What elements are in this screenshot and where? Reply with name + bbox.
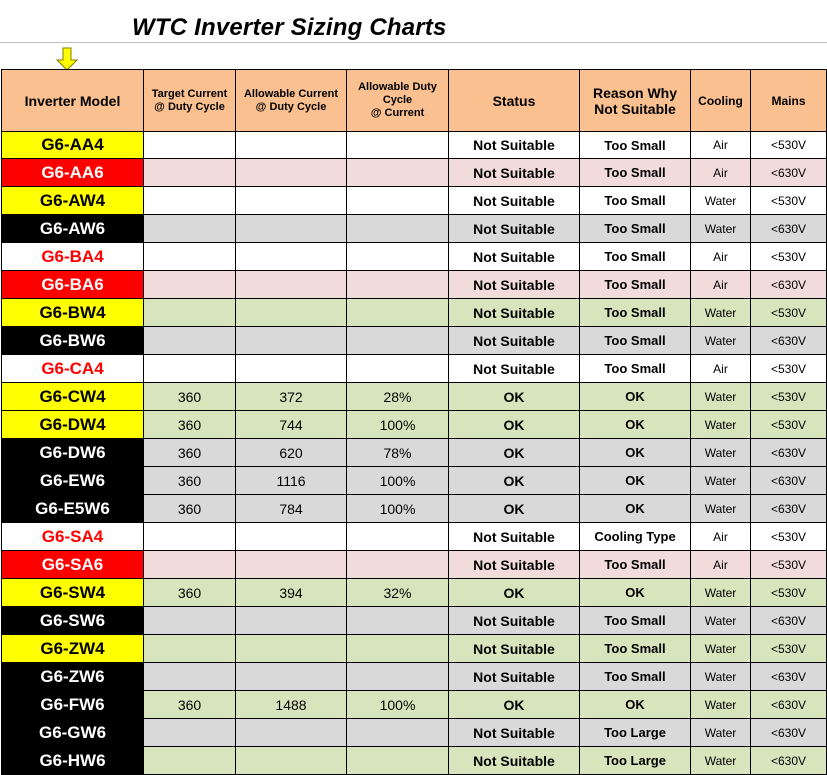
reason-cell: Too Small [580, 551, 691, 579]
target-current-cell [144, 607, 236, 635]
allowable-current-cell: 394 [236, 579, 347, 607]
duty-cycle-cell [347, 159, 449, 187]
mains-cell: <630V [751, 719, 827, 747]
cooling-cell: Water [691, 439, 751, 467]
reason-cell: Too Small [580, 243, 691, 271]
reason-cell: Too Small [580, 215, 691, 243]
cooling-cell: Air [691, 355, 751, 383]
status-cell: Not Suitable [449, 159, 580, 187]
allowable-current-cell [236, 271, 347, 299]
mains-cell: <630V [751, 607, 827, 635]
target-current-cell [144, 215, 236, 243]
target-current-cell [144, 132, 236, 159]
inverter-model-cell: G6-SW4 [2, 579, 144, 607]
target-current-cell: 360 [144, 467, 236, 495]
inverter-model-cell: G6-BW4 [2, 299, 144, 327]
allowable-current-cell [236, 187, 347, 215]
cooling-cell: Water [691, 663, 751, 691]
reason-cell: OK [580, 439, 691, 467]
allowable-current-cell [236, 523, 347, 551]
target-current-cell: 360 [144, 411, 236, 439]
duty-cycle-cell: 78% [347, 439, 449, 467]
allowable-current-cell [236, 355, 347, 383]
status-cell: Not Suitable [449, 607, 580, 635]
target-current-cell: 360 [144, 495, 236, 523]
cooling-cell: Air [691, 159, 751, 187]
allowable-current-cell [236, 299, 347, 327]
table-row [2, 327, 827, 355]
mains-cell: <530V [751, 187, 827, 215]
target-current-cell [144, 243, 236, 271]
cooling-cell: Water [691, 383, 751, 411]
allowable-current-cell [236, 607, 347, 635]
cooling-cell: Water [691, 187, 751, 215]
table-row [2, 551, 827, 579]
mains-cell: <630V [751, 663, 827, 691]
inverter-model-cell: G6-HW6 [2, 747, 144, 775]
mains-cell: <530V [751, 355, 827, 383]
target-current-cell [144, 747, 236, 775]
cooling-cell: Water [691, 327, 751, 355]
mains-cell: <530V [751, 243, 827, 271]
header-reason: Reason Why Not Suitable [580, 70, 691, 132]
mains-cell: <530V [751, 579, 827, 607]
reason-cell: OK [580, 383, 691, 411]
allowable-current-cell [236, 635, 347, 663]
duty-cycle-cell [347, 355, 449, 383]
duty-cycle-cell [347, 327, 449, 355]
inverter-model-cell: G6-CA4 [2, 355, 144, 383]
reason-cell: Too Small [580, 271, 691, 299]
status-cell: OK [449, 691, 580, 719]
status-cell: OK [449, 579, 580, 607]
target-current-cell [144, 187, 236, 215]
table-row [2, 132, 827, 159]
cooling-cell: Water [691, 467, 751, 495]
cooling-cell: Water [691, 215, 751, 243]
reason-cell: OK [580, 467, 691, 495]
mains-cell: <530V [751, 523, 827, 551]
cooling-cell: Water [691, 691, 751, 719]
inverter-model-cell: G6-ZW4 [2, 635, 144, 663]
mains-cell: <630V [751, 327, 827, 355]
inverter-model-cell: G6-AA6 [2, 159, 144, 187]
duty-cycle-cell: 100% [347, 411, 449, 439]
inverter-model-cell: G6-ZW6 [2, 663, 144, 691]
duty-cycle-cell [347, 132, 449, 159]
duty-cycle-cell [347, 607, 449, 635]
mains-cell: <530V [751, 383, 827, 411]
status-cell: Not Suitable [449, 523, 580, 551]
reason-cell: Too Small [580, 299, 691, 327]
inverter-model-cell: G6-SW6 [2, 607, 144, 635]
mains-cell: <530V [751, 299, 827, 327]
duty-cycle-cell: 32% [347, 579, 449, 607]
mains-cell: <630V [751, 747, 827, 775]
table-row [2, 187, 827, 215]
target-current-cell: 360 [144, 383, 236, 411]
reason-cell: Too Small [580, 663, 691, 691]
mains-cell: <630V [751, 495, 827, 523]
reason-cell: Too Small [580, 159, 691, 187]
allowable-current-cell: 372 [236, 383, 347, 411]
mains-cell: <630V [751, 467, 827, 495]
duty-cycle-cell [347, 551, 449, 579]
cooling-cell: Water [691, 299, 751, 327]
mains-cell: <530V [751, 411, 827, 439]
cooling-cell: Air [691, 243, 751, 271]
allowable-current-cell [236, 215, 347, 243]
status-cell: Not Suitable [449, 327, 580, 355]
status-cell: OK [449, 495, 580, 523]
allowable-current-cell: 784 [236, 495, 347, 523]
table-row [2, 607, 827, 635]
inverter-model-cell: G6-CW4 [2, 383, 144, 411]
reason-cell: Too Small [580, 187, 691, 215]
target-current-cell [144, 663, 236, 691]
table-row [2, 299, 827, 327]
reason-cell: Too Large [580, 747, 691, 775]
allowable-current-cell [236, 663, 347, 691]
table-row [2, 635, 827, 663]
inverter-model-cell: G6-EW6 [2, 467, 144, 495]
status-cell: Not Suitable [449, 215, 580, 243]
reason-cell: OK [580, 691, 691, 719]
target-current-cell [144, 299, 236, 327]
cooling-cell: Water [691, 495, 751, 523]
inverter-model-cell: G6-AA4 [2, 132, 144, 159]
mains-cell: <630V [751, 271, 827, 299]
duty-cycle-cell: 100% [347, 495, 449, 523]
status-cell: Not Suitable [449, 187, 580, 215]
target-current-cell [144, 551, 236, 579]
duty-cycle-cell: 28% [347, 383, 449, 411]
allowable-current-cell [236, 719, 347, 747]
status-cell: OK [449, 383, 580, 411]
status-cell: OK [449, 439, 580, 467]
cooling-cell: Water [691, 635, 751, 663]
inverter-model-cell: G6-BA6 [2, 271, 144, 299]
inverter-model-cell: G6-AW6 [2, 215, 144, 243]
target-current-cell [144, 159, 236, 187]
inverter-model-cell: G6-AW4 [2, 187, 144, 215]
duty-cycle-cell [347, 719, 449, 747]
table-row [2, 747, 827, 775]
reason-cell: Too Small [580, 132, 691, 159]
duty-cycle-cell: 100% [347, 691, 449, 719]
target-current-cell [144, 523, 236, 551]
duty-cycle-cell: 100% [347, 467, 449, 495]
header-cooling: Cooling [691, 70, 751, 132]
target-current-cell [144, 355, 236, 383]
target-current-cell: 360 [144, 579, 236, 607]
table-row [2, 383, 827, 411]
duty-cycle-cell [347, 271, 449, 299]
mains-cell: <630V [751, 439, 827, 467]
status-cell: Not Suitable [449, 747, 580, 775]
duty-cycle-cell [347, 215, 449, 243]
status-cell: Not Suitable [449, 551, 580, 579]
cooling-cell: Air [691, 271, 751, 299]
status-cell: Not Suitable [449, 355, 580, 383]
inverter-model-cell: G6-BW6 [2, 327, 144, 355]
header-inverter-model: Inverter Model [2, 70, 144, 132]
cooling-cell: Water [691, 579, 751, 607]
status-cell: Not Suitable [449, 719, 580, 747]
cooling-cell: Water [691, 747, 751, 775]
cooling-cell: Water [691, 607, 751, 635]
target-current-cell [144, 719, 236, 747]
reason-cell: Too Small [580, 327, 691, 355]
duty-cycle-cell [347, 187, 449, 215]
reason-cell: Too Small [580, 635, 691, 663]
reason-cell: OK [580, 411, 691, 439]
header-mains: Mains [751, 70, 827, 132]
inverter-model-cell: G6-DW6 [2, 439, 144, 467]
cooling-cell: Water [691, 719, 751, 747]
status-cell: OK [449, 467, 580, 495]
inverter-model-cell: G6-GW6 [2, 719, 144, 747]
mains-cell: <530V [751, 132, 827, 159]
table-row [2, 467, 827, 495]
allowable-current-cell: 1488 [236, 691, 347, 719]
header-status: Status [449, 70, 580, 132]
allowable-current-cell: 1116 [236, 467, 347, 495]
reason-cell: Too Small [580, 607, 691, 635]
duty-cycle-cell [347, 243, 449, 271]
header-allowable-duty-cycle: Allowable Duty Cycle @ Current [347, 70, 449, 132]
duty-cycle-cell [347, 747, 449, 775]
table-row [2, 691, 827, 719]
table-row [2, 495, 827, 523]
allowable-current-cell: 744 [236, 411, 347, 439]
down-arrow-icon [56, 47, 78, 71]
duty-cycle-cell [347, 523, 449, 551]
target-current-cell [144, 327, 236, 355]
status-cell: Not Suitable [449, 243, 580, 271]
table-row [2, 719, 827, 747]
status-cell: Not Suitable [449, 663, 580, 691]
cooling-cell: Water [691, 411, 751, 439]
allowable-current-cell [236, 747, 347, 775]
duty-cycle-cell [347, 663, 449, 691]
target-current-cell [144, 271, 236, 299]
table-row [2, 439, 827, 467]
table-row [2, 215, 827, 243]
table-row [2, 159, 827, 187]
status-cell: Not Suitable [449, 271, 580, 299]
page-title: WTC Inverter Sizing Charts [132, 14, 447, 41]
cooling-cell: Air [691, 523, 751, 551]
allowable-current-cell [236, 327, 347, 355]
table-row [2, 663, 827, 691]
target-current-cell: 360 [144, 691, 236, 719]
allowable-current-cell [236, 132, 347, 159]
mains-cell: <630V [751, 691, 827, 719]
inverter-model-cell: G6-E5W6 [2, 495, 144, 523]
reason-cell: Too Small [580, 355, 691, 383]
cooling-cell: Air [691, 132, 751, 159]
table-row [2, 243, 827, 271]
title-divider [0, 42, 827, 43]
mains-cell: <530V [751, 551, 827, 579]
allowable-current-cell [236, 551, 347, 579]
table-row [2, 411, 827, 439]
header-allowable-current: Allowable Current @ Duty Cycle [236, 70, 347, 132]
mains-cell: <630V [751, 159, 827, 187]
duty-cycle-cell [347, 635, 449, 663]
allowable-current-cell [236, 243, 347, 271]
reason-cell: OK [580, 579, 691, 607]
inverter-model-cell: G6-FW6 [2, 691, 144, 719]
table-row [2, 523, 827, 551]
duty-cycle-cell [347, 299, 449, 327]
reason-cell: Too Large [580, 719, 691, 747]
status-cell: Not Suitable [449, 132, 580, 159]
status-cell: Not Suitable [449, 635, 580, 663]
header-target-current: Target Current @ Duty Cycle [144, 70, 236, 132]
allowable-current-cell [236, 159, 347, 187]
reason-cell: Cooling Type [580, 523, 691, 551]
inverter-model-cell: G6-DW4 [2, 411, 144, 439]
cooling-cell: Air [691, 551, 751, 579]
inverter-sizing-table [1, 69, 827, 775]
mains-cell: <530V [751, 635, 827, 663]
target-current-cell: 360 [144, 439, 236, 467]
table-row [2, 579, 827, 607]
status-cell: OK [449, 411, 580, 439]
table-header-row [2, 70, 827, 132]
inverter-model-cell: G6-SA4 [2, 523, 144, 551]
target-current-cell [144, 635, 236, 663]
mains-cell: <630V [751, 215, 827, 243]
allowable-current-cell: 620 [236, 439, 347, 467]
inverter-model-cell: G6-SA6 [2, 551, 144, 579]
inverter-model-cell: G6-BA4 [2, 243, 144, 271]
reason-cell: OK [580, 495, 691, 523]
table-row [2, 271, 827, 299]
status-cell: Not Suitable [449, 299, 580, 327]
table-row [2, 355, 827, 383]
